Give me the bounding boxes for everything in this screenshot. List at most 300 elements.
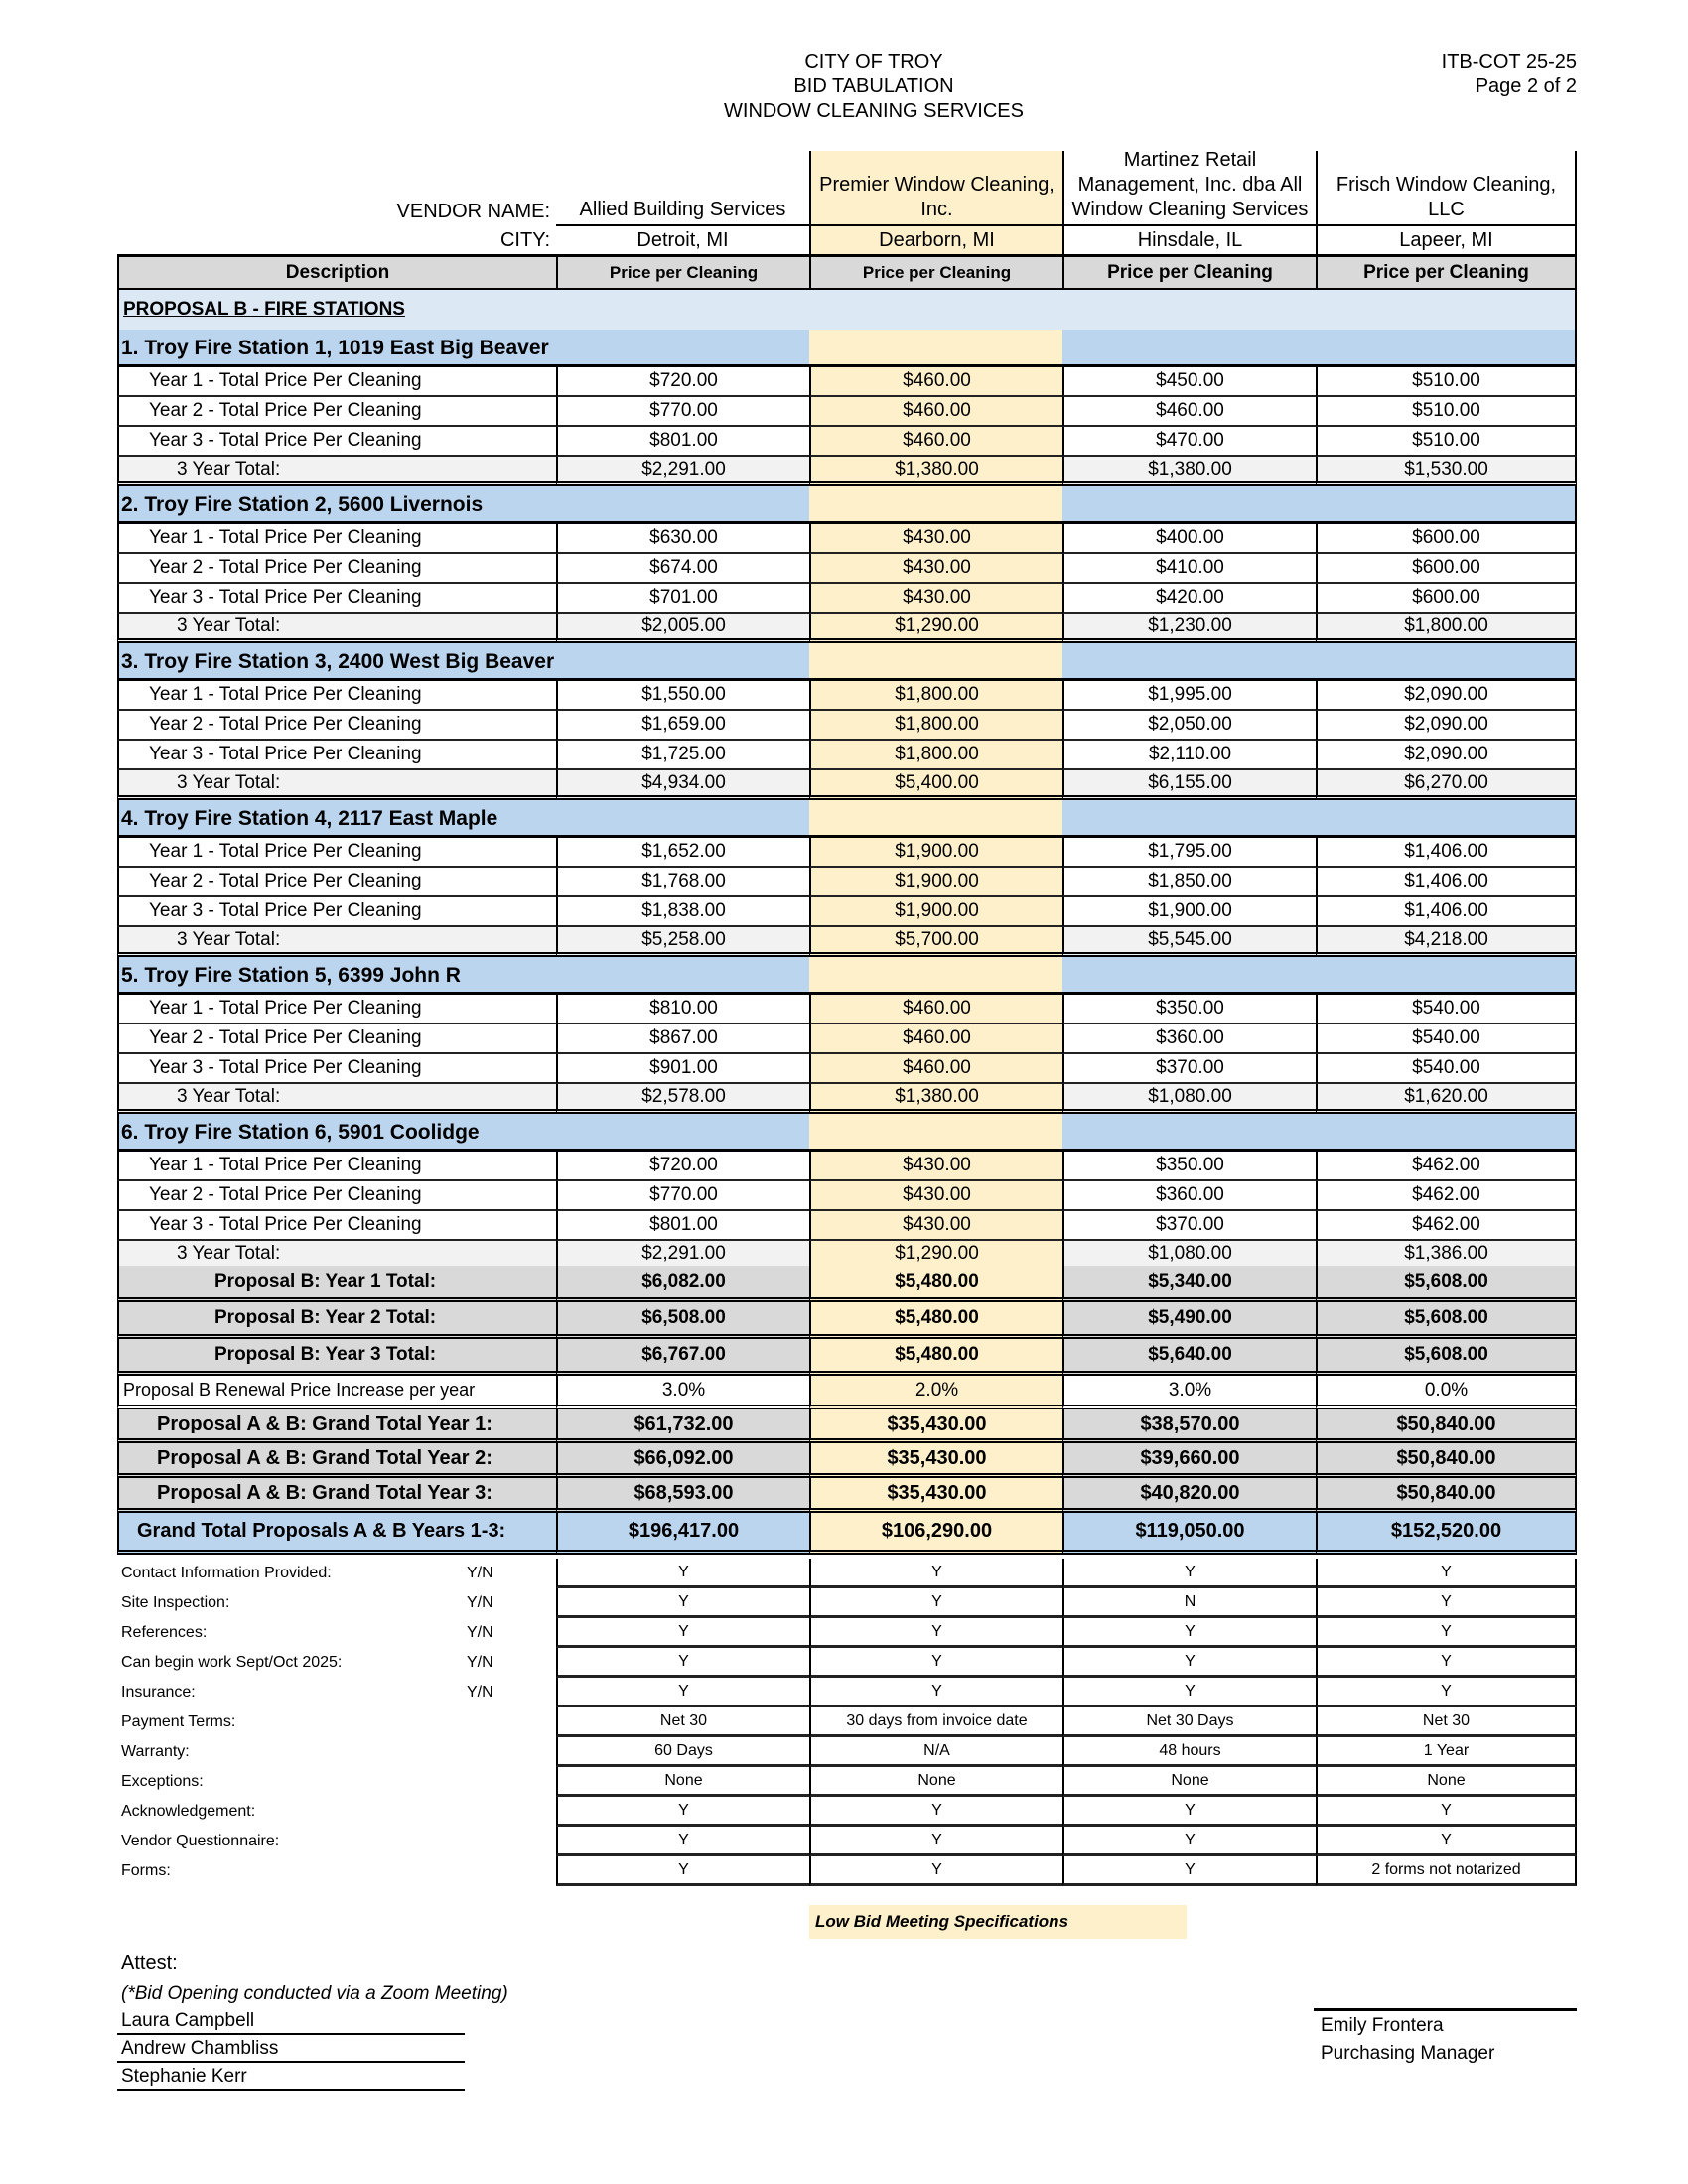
criteria-value: Y [809,1856,1062,1886]
price-row [117,524,1577,554]
criteria-value: Net 30 Days [1062,1707,1316,1737]
price-cell: $1,800.00 [809,741,1062,770]
price-cell: $400.00 [1062,524,1316,554]
price-cell: $196,417.00 [556,1513,809,1555]
station-heading [117,486,1577,524]
criteria-row [117,1856,1577,1886]
vendor-name: Frisch Window Cleaning, LLC [1316,151,1577,226]
price-row [117,584,1577,614]
price-cell: $420.00 [1062,584,1316,614]
zoom-meeting-note: (*Bid Opening conducted via a Zoom Meeting) [121,1983,508,2004]
price-column-header: Price per Cleaning [556,254,809,290]
price-cell: $510.00 [1316,397,1577,427]
price-cell: $460.00 [1062,397,1316,427]
station-heading-fill [1062,1114,1316,1152]
station-title: 1. Troy Fire Station 1, 1019 East Big Beaver [121,337,549,359]
price-cell: $1,386.00 [1316,1241,1577,1271]
row-label: 3 Year Total: [117,770,556,800]
price-cell: $5,640.00 [1062,1339,1316,1376]
price-cell: $1,406.00 [1316,868,1577,897]
criteria-value: Y [556,1648,809,1678]
price-row [117,838,1577,868]
vendor-city-row [117,226,1577,254]
price-cell: $50,840.00 [1316,1409,1577,1443]
yes-no-indicator: Y/N [467,1565,493,1581]
criteria-value: Y [556,1797,809,1827]
criteria-value: Y [556,1678,809,1707]
criteria-value: Y [809,1559,1062,1588]
price-column-header: Price per Cleaning [809,254,1062,290]
price-cell: $370.00 [1062,1211,1316,1241]
price-cell: $1,995.00 [1062,681,1316,711]
price-cell: $1,768.00 [556,868,809,897]
criteria-table [117,1559,1577,1886]
criteria-row [117,1618,1577,1648]
criteria-label: Can begin work Sept/Oct 2025: [121,1654,343,1671]
station-heading-fill [1316,643,1577,681]
station-heading [117,800,1577,838]
price-cell: $2,090.00 [1316,681,1577,711]
criteria-label-cell [117,1588,556,1618]
price-cell: $901.00 [556,1054,809,1084]
proposal-total-row [117,1266,1577,1302]
price-cell: $1,406.00 [1316,897,1577,927]
criteria-value: Y [809,1827,1062,1856]
station-heading [117,330,1577,367]
criteria-label: Vendor Questionnaire: [121,1833,280,1849]
price-cell: $1,725.00 [556,741,809,770]
price-cell: $106,290.00 [809,1513,1062,1555]
criteria-value: Y [556,1856,809,1886]
price-cell: $430.00 [809,524,1062,554]
station-heading-fill [1316,800,1577,838]
criteria-row [117,1588,1577,1618]
yes-no-indicator: Y/N [467,1624,493,1641]
price-cell: $5,480.00 [809,1339,1062,1376]
criteria-label: Forms: [121,1862,171,1879]
criteria-row [117,1737,1577,1767]
price-cell: $6,270.00 [1316,770,1577,800]
station-heading [117,1114,1577,1152]
price-row [117,868,1577,897]
city-label: CITY: [499,228,550,251]
price-cell: $460.00 [809,1054,1062,1084]
row-label: Proposal B: Year 2 Total: [117,1302,556,1339]
price-cell: $1,795.00 [1062,838,1316,868]
vendor-city: Dearborn, MI [809,226,1062,254]
criteria-value: Y [1316,1618,1577,1648]
price-cell: $1,652.00 [556,838,809,868]
criteria-label-cell [117,1797,556,1827]
price-cell: $5,480.00 [809,1266,1062,1302]
criteria-value: Y [1062,1827,1316,1856]
price-cell: $540.00 [1316,1054,1577,1084]
criteria-value: 2 forms not notarized [1316,1856,1577,1886]
row-label: 3 Year Total: [117,1084,556,1114]
price-cell: $2,090.00 [1316,741,1577,770]
price-cell: $462.00 [1316,1211,1577,1241]
station-title: 3. Troy Fire Station 3, 2400 West Big Beaver [121,650,555,673]
criteria-label-cell [117,1707,556,1737]
vendor-name: Premier Window Cleaning, Inc. [809,151,1062,226]
criteria-value: N [1062,1588,1316,1618]
price-cell: $4,934.00 [556,770,809,800]
station-heading-fill [556,330,809,367]
price-cell: $5,545.00 [1062,927,1316,957]
price-cell: $810.00 [556,995,809,1024]
document-title [556,50,1192,124]
station-heading [117,643,1577,681]
criteria-label-cell [117,1618,556,1648]
criteria-value: None [809,1767,1062,1797]
row-label: Year 3 - Total Price Per Cleaning [117,427,556,457]
row-label: Proposal B: Year 1 Total: [117,1266,556,1302]
criteria-label-cell [117,1559,556,1588]
row-label: Year 3 - Total Price Per Cleaning [117,584,556,614]
price-cell: $1,800.00 [1316,614,1577,643]
row-label: 3 Year Total: [117,457,556,486]
station-title: 4. Troy Fire Station 4, 2117 East Maple [121,807,498,830]
criteria-value: Y [1062,1797,1316,1827]
price-cell: $1,406.00 [1316,838,1577,868]
price-cell: $770.00 [556,397,809,427]
criteria-value: 60 Days [556,1737,809,1767]
criteria-label: Acknowledgement: [121,1803,256,1820]
vendor-name-row [117,151,1577,226]
row-label: Year 2 - Total Price Per Cleaning [117,868,556,897]
price-cell: $540.00 [1316,995,1577,1024]
criteria-row [117,1797,1577,1827]
three-year-total-row [117,457,1577,486]
price-row [117,897,1577,927]
document-reference [1442,50,1577,99]
row-label: 3 Year Total: [117,1241,556,1271]
criteria-value: Net 30 [1316,1707,1577,1737]
price-cell: 0.0% [1316,1376,1577,1409]
price-cell: $1,838.00 [556,897,809,927]
criteria-value: None [556,1767,809,1797]
price-cell: $1,800.00 [809,681,1062,711]
price-cell: $540.00 [1316,1024,1577,1054]
criteria-value: Y [556,1827,809,1856]
price-cell: $2,110.00 [1062,741,1316,770]
proposal-total-row [117,1302,1577,1339]
page-number: Page 2 of 2 [1475,75,1577,97]
title-line: WINDOW CLEANING SERVICES [724,100,1024,122]
criteria-value: 30 days from invoice date [809,1707,1062,1737]
price-cell: $430.00 [809,1152,1062,1181]
price-column-header: Price per Cleaning [1062,254,1316,290]
yes-no-indicator: Y/N [467,1654,493,1671]
price-row [117,554,1577,584]
price-row [117,1054,1577,1084]
price-cell: $6,155.00 [1062,770,1316,800]
price-cell: $462.00 [1316,1181,1577,1211]
station-heading-fill [1316,1114,1577,1152]
station-heading-fill [1062,643,1316,681]
price-cell: $5,258.00 [556,927,809,957]
criteria-value: None [1062,1767,1316,1797]
price-row [117,397,1577,427]
row-label: Year 2 - Total Price Per Cleaning [117,397,556,427]
row-label: Grand Total Proposals A & B Years 1-3: [117,1513,556,1555]
station-heading-cell [117,1114,556,1152]
criteria-label-cell [117,1856,556,1886]
price-row [117,741,1577,770]
price-cell: $430.00 [809,554,1062,584]
price-cell: $867.00 [556,1024,809,1054]
station-heading-cell [117,800,556,838]
price-cell: $430.00 [809,1181,1062,1211]
price-cell: $1,550.00 [556,681,809,711]
price-cell: $38,570.00 [1062,1409,1316,1443]
price-cell: $40,820.00 [1062,1478,1316,1513]
price-cell: $510.00 [1316,367,1577,397]
station-heading-fill [809,486,1062,524]
price-row [117,1152,1577,1181]
price-cell: $2,050.00 [1062,711,1316,741]
price-row [117,995,1577,1024]
price-cell: $4,218.00 [1316,927,1577,957]
price-cell: $350.00 [1062,995,1316,1024]
doc-ref: ITB-COT 25-25 [1441,51,1577,72]
price-cell: $1,800.00 [809,711,1062,741]
price-cell: $1,900.00 [809,838,1062,868]
criteria-label: Site Inspection: [121,1594,230,1611]
price-cell: $2,090.00 [1316,711,1577,741]
vendor-city: Detroit, MI [636,228,729,251]
row-label: Year 1 - Total Price Per Cleaning [117,995,556,1024]
vendor-name-label: VENDOR NAME: [396,201,550,222]
criteria-row [117,1827,1577,1856]
price-column-header: Price per Cleaning [1316,254,1577,290]
station-heading-fill [556,800,809,838]
station-heading-cell [117,330,556,367]
price-row [117,1024,1577,1054]
attest-signature: Laura Campbell [117,2007,465,2035]
grand-total-row [117,1409,1577,1443]
three-year-total-row [117,927,1577,957]
row-label: Proposal B Renewal Price Increase per year [117,1376,556,1409]
description-header: Description [117,254,556,290]
price-cell: $1,659.00 [556,711,809,741]
price-cell: 3.0% [1062,1376,1316,1409]
price-cell: $1,230.00 [1062,614,1316,643]
station-heading-fill [556,643,809,681]
price-cell: $2,291.00 [556,457,809,486]
row-label: Year 1 - Total Price Per Cleaning [117,1152,556,1181]
price-cell: $600.00 [1316,584,1577,614]
price-cell: $5,700.00 [809,927,1062,957]
price-cell: $430.00 [809,1211,1062,1241]
price-cell: $1,900.00 [809,868,1062,897]
price-cell: $1,900.00 [809,897,1062,927]
price-cell: $2,005.00 [556,614,809,643]
price-row [117,711,1577,741]
price-cell: $460.00 [809,427,1062,457]
price-cell: $430.00 [809,584,1062,614]
price-cell: $66,092.00 [556,1443,809,1478]
row-label: Year 2 - Total Price Per Cleaning [117,554,556,584]
price-cell: $630.00 [556,524,809,554]
vendor-name: Martinez Retail Management, Inc. dba All Window Cleaning Services [1062,151,1316,226]
criteria-value: Y [1062,1678,1316,1707]
column-header-row [117,254,1577,290]
station-title: 6. Troy Fire Station 6, 5901 Coolidge [121,1121,480,1144]
station-heading-cell [117,486,556,524]
station-heading-fill [556,486,809,524]
grand-total-row [117,1443,1577,1478]
title-line: BID TABULATION [793,75,954,97]
criteria-label: Insurance: [121,1684,196,1701]
three-year-total-row [117,614,1577,643]
station-heading-fill [809,957,1062,995]
station-heading-fill [1062,957,1316,995]
price-cell: $460.00 [809,995,1062,1024]
row-label: Proposal A & B: Grand Total Year 3: [117,1478,556,1513]
criteria-value: None [1316,1767,1577,1797]
criteria-value: Y [1316,1678,1577,1707]
station-heading-fill [1062,486,1316,524]
criteria-value: Y [556,1559,809,1588]
attest-signature: Andrew Chambliss [117,2035,465,2063]
station-title: 5. Troy Fire Station 5, 6399 John R [121,964,461,987]
row-label: Year 3 - Total Price Per Cleaning [117,1211,556,1241]
criteria-value: Y [809,1618,1062,1648]
station-heading-fill [1062,800,1316,838]
price-cell: $720.00 [556,367,809,397]
grand-total-all-years-row [117,1513,1577,1555]
criteria-value: Y [1062,1559,1316,1588]
price-cell: $701.00 [556,584,809,614]
row-label: Year 1 - Total Price Per Cleaning [117,681,556,711]
criteria-value: 48 hours [1062,1737,1316,1767]
row-label: Year 2 - Total Price Per Cleaning [117,1181,556,1211]
price-row [117,367,1577,397]
criteria-value: Y [1062,1648,1316,1678]
price-row [117,1181,1577,1211]
price-cell: $6,508.00 [556,1302,809,1339]
criteria-label: Contact Information Provided: [121,1565,332,1581]
price-cell: $360.00 [1062,1181,1316,1211]
criteria-label-cell [117,1678,556,1707]
criteria-value: Y [1316,1559,1577,1588]
price-cell: $6,767.00 [556,1339,809,1376]
criteria-label-cell [117,1648,556,1678]
row-label: 3 Year Total: [117,927,556,957]
price-row [117,427,1577,457]
criteria-label-cell [117,1737,556,1767]
price-cell: $1,080.00 [1062,1084,1316,1114]
criteria-value: Y [809,1678,1062,1707]
price-cell: $1,850.00 [1062,868,1316,897]
price-cell: $1,290.00 [809,1241,1062,1271]
price-cell: $600.00 [1316,554,1577,584]
station-heading-cell [117,957,556,995]
criteria-value: 1 Year [1316,1737,1577,1767]
criteria-value: Y [556,1588,809,1618]
price-cell: $5,480.00 [809,1302,1062,1339]
price-cell: $470.00 [1062,427,1316,457]
row-label: Year 1 - Total Price Per Cleaning [117,524,556,554]
criteria-label: References: [121,1624,208,1641]
criteria-value: Y [1316,1588,1577,1618]
price-cell: $1,380.00 [809,1084,1062,1114]
price-cell: $1,620.00 [1316,1084,1577,1114]
station-heading-fill [1316,957,1577,995]
price-cell: $460.00 [809,1024,1062,1054]
price-cell: $1,380.00 [809,457,1062,486]
row-label: Year 3 - Total Price Per Cleaning [117,897,556,927]
signature-line [1314,2008,1577,2011]
yes-no-indicator: Y/N [467,1594,493,1611]
criteria-label: Warranty: [121,1743,190,1760]
row-label: Proposal A & B: Grand Total Year 2: [117,1443,556,1478]
station-heading-cell [117,643,556,681]
criteria-value: Y [1062,1618,1316,1648]
three-year-total-row [117,1084,1577,1114]
price-cell: $39,660.00 [1062,1443,1316,1478]
criteria-value: Y [1316,1648,1577,1678]
price-cell: $35,430.00 [809,1409,1062,1443]
criteria-value: Y [1316,1827,1577,1856]
criteria-label: Payment Terms: [121,1713,236,1730]
title-line: CITY OF TROY [804,51,943,72]
station-heading-fill [1316,330,1577,367]
grand-total-row [117,1478,1577,1513]
price-cell: $68,593.00 [556,1478,809,1513]
low-bid-legend: Low Bid Meeting Specifications [809,1905,1187,1939]
price-cell: $460.00 [809,367,1062,397]
vendor-city: Lapeer, MI [1316,226,1577,254]
price-cell: $35,430.00 [809,1478,1062,1513]
bid-table-header [117,151,1577,330]
price-cell: $450.00 [1062,367,1316,397]
price-cell: $1,290.00 [809,614,1062,643]
station-heading-fill [556,957,809,995]
row-label: Year 1 - Total Price Per Cleaning [117,838,556,868]
price-row [117,681,1577,711]
renewal-increase-row [117,1376,1577,1409]
criteria-value: Y [1316,1797,1577,1827]
criteria-row [117,1559,1577,1588]
criteria-row [117,1767,1577,1797]
station-heading-fill [809,1114,1062,1152]
proposal-total-row [117,1339,1577,1376]
price-cell: $600.00 [1316,524,1577,554]
price-cell: $2,578.00 [556,1084,809,1114]
attest-signature: Stephanie Kerr [117,2063,465,2091]
criteria-value: Y [809,1797,1062,1827]
vendor-name: Allied Building Services [556,151,809,226]
attest-label: Attest: [121,1952,178,1974]
criteria-label-cell [117,1827,556,1856]
price-cell: $1,900.00 [1062,897,1316,927]
row-label: Year 3 - Total Price Per Cleaning [117,741,556,770]
station-heading-fill [556,1114,809,1152]
price-cell: $1,530.00 [1316,457,1577,486]
price-cell: $5,608.00 [1316,1266,1577,1302]
station-heading-fill [809,643,1062,681]
row-label: Year 3 - Total Price Per Cleaning [117,1054,556,1084]
row-label: 3 Year Total: [117,614,556,643]
signatory-name: Emily Frontera [1321,2015,1444,2036]
criteria-row [117,1648,1577,1678]
price-cell: $410.00 [1062,554,1316,584]
price-cell: $5,608.00 [1316,1302,1577,1339]
price-cell: $50,840.00 [1316,1443,1577,1478]
price-cell: $152,520.00 [1316,1513,1577,1555]
